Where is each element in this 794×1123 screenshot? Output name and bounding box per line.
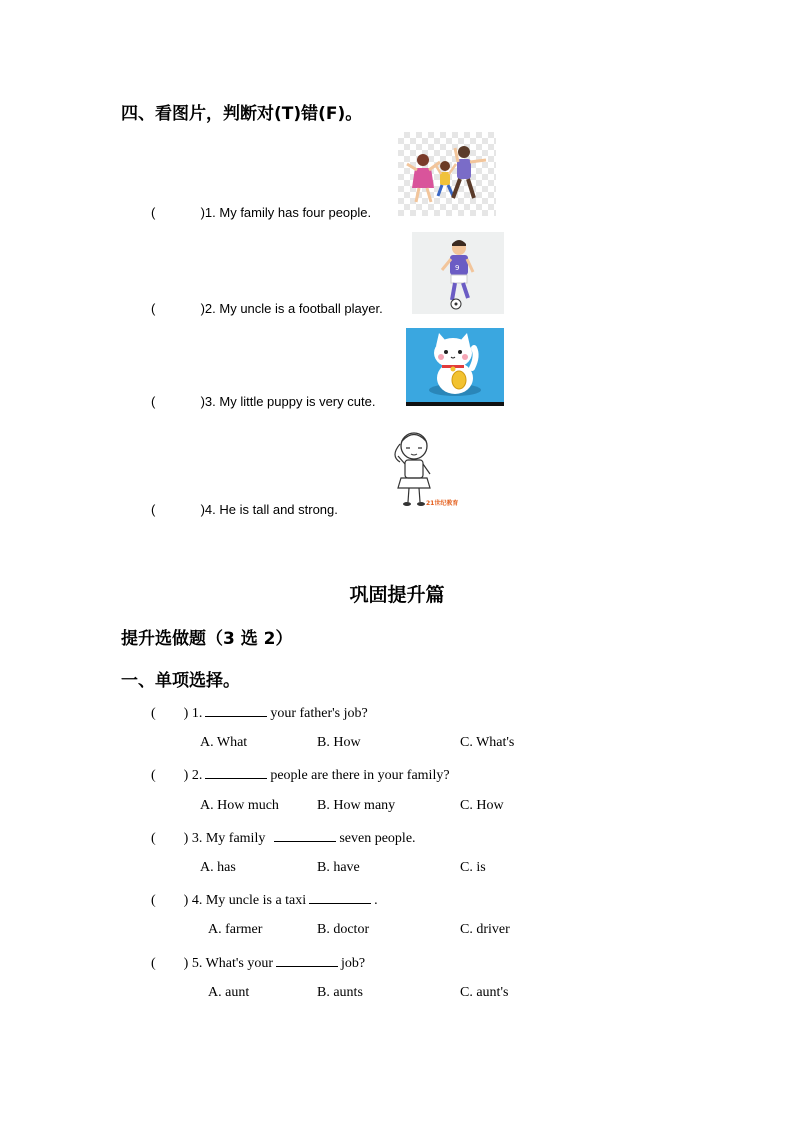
question-text-end: . — [374, 893, 378, 908]
option-c[interactable]: C. How — [460, 798, 504, 813]
question-4 — [151, 891, 378, 909]
option-a[interactable]: A. farmer — [208, 922, 263, 937]
answer-paren-open[interactable]: ( — [151, 502, 156, 517]
tf-item-2 — [151, 301, 383, 316]
tf-statement: )1. My family has four people. — [200, 205, 372, 220]
option-b[interactable]: B. doctor — [317, 922, 370, 937]
answer-blank[interactable] — [276, 954, 338, 967]
tf-item-1 — [151, 205, 371, 220]
option-a[interactable]: A. has — [200, 860, 236, 875]
answer-paren-close: ) — [183, 706, 189, 721]
answer-blank[interactable] — [309, 891, 371, 904]
question-1 — [151, 704, 368, 722]
svg-text:9: 9 — [455, 264, 460, 272]
section-heading-true-false: 四、看图片，判断对(T)错(F)。 — [121, 104, 363, 124]
answer-paren-open[interactable]: ( — [151, 205, 156, 220]
tf-statement: )3. My little puppy is very cute. — [200, 394, 376, 409]
girl-sketch-icon — [386, 426, 460, 514]
question-text: people are there in your family? — [270, 768, 450, 783]
question-number: 1. — [191, 706, 203, 721]
option-a[interactable]: A. How much — [200, 798, 279, 813]
family-jumping-icon — [398, 132, 496, 216]
option-a[interactable]: A. aunt — [208, 985, 250, 1000]
answer-blank[interactable] — [274, 829, 336, 842]
tf-statement: )4. He is tall and strong. — [200, 502, 338, 517]
option-c[interactable]: C. is — [460, 860, 486, 875]
option-c[interactable]: C. driver — [460, 922, 510, 937]
answer-paren-close: ) — [183, 768, 189, 783]
question-number: 2. — [191, 768, 203, 783]
answer-paren-close: ) — [183, 831, 189, 846]
answer-blank[interactable] — [205, 704, 267, 717]
answer-blank[interactable] — [205, 766, 267, 779]
question-3 — [151, 829, 416, 847]
question-text: 5. What's your — [191, 956, 274, 971]
question-text-end: seven people. — [339, 831, 416, 846]
part-heading-single-choice: 一、单项选择。 — [121, 671, 240, 691]
subtitle-optional-questions: 提升选做题（3 选 2） — [121, 629, 293, 649]
answer-paren-open[interactable]: ( — [151, 831, 156, 846]
option-b[interactable]: B. How many — [317, 798, 396, 813]
option-b[interactable]: B. How — [317, 735, 361, 750]
lucky-cat-icon — [406, 328, 504, 406]
answer-paren-open[interactable]: ( — [151, 768, 156, 783]
answer-paren-close: ) — [183, 893, 189, 908]
section-title: 巩固提升篇 — [349, 584, 445, 606]
question-text-end: job? — [341, 956, 366, 971]
tf-item-4 — [151, 502, 338, 517]
question-2 — [151, 766, 450, 784]
question-5 — [151, 954, 365, 972]
watermark-stamp: 21世纪教育 — [426, 500, 459, 507]
tf-statement: )2. My uncle is a football player. — [200, 301, 383, 316]
answer-paren-open[interactable]: ( — [151, 301, 156, 316]
answer-paren-close: ) — [183, 956, 189, 971]
answer-paren-open[interactable]: ( — [151, 706, 156, 721]
question-text: your father's job? — [270, 706, 368, 721]
question-text: 4. My uncle is a taxi — [191, 893, 307, 908]
football-player-icon — [412, 232, 504, 314]
answer-paren-open[interactable]: ( — [151, 394, 156, 409]
tf-item-3 — [151, 394, 375, 409]
answer-paren-open[interactable]: ( — [151, 893, 156, 908]
option-b[interactable]: B. have — [317, 860, 360, 875]
option-c[interactable]: C. What's — [460, 735, 515, 750]
option-a[interactable]: A. What — [200, 735, 248, 750]
question-text: 3. My family — [191, 831, 266, 846]
option-c[interactable]: C. aunt's — [460, 985, 509, 1000]
option-b[interactable]: B. aunts — [317, 985, 363, 1000]
answer-paren-open[interactable]: ( — [151, 956, 156, 971]
